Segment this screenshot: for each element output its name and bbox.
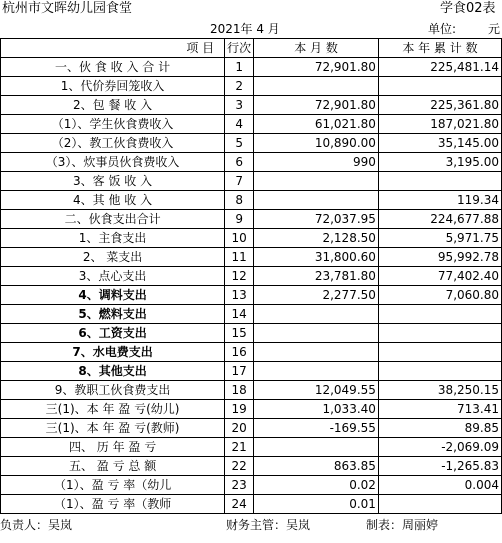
row-month (254, 438, 379, 457)
row-month: 61,021.80 (254, 115, 379, 134)
row-year: 187,021.80 (378, 115, 501, 134)
table-row (1, 96, 502, 115)
row-item: 2、 菜支出 (1, 248, 225, 267)
row-seq: 11 (225, 248, 254, 267)
table-row (1, 381, 502, 400)
row-year (378, 362, 501, 381)
row-item: 一、伙 食 收 入 合 计 (1, 58, 225, 77)
row-year (378, 172, 501, 191)
row-year: 225,361.80 (378, 96, 501, 115)
table-row (1, 457, 502, 476)
row-year: 713.41 (378, 400, 501, 419)
table-row (1, 77, 502, 96)
row-item: 5、燃料支出 (1, 305, 225, 324)
row-item: 1、主食支出 (1, 229, 225, 248)
row-year: 5,971.75 (378, 229, 501, 248)
row-item: 8、其他支出 (1, 362, 225, 381)
table-row (1, 495, 502, 514)
table-row (1, 115, 502, 134)
row-seq: 14 (225, 305, 254, 324)
table-row (1, 419, 502, 438)
table-row (1, 362, 502, 381)
header-year: 本 年 累 计 数 (378, 39, 501, 58)
row-year: 0.004 (378, 476, 501, 495)
row-item: 6、工资支出 (1, 324, 225, 343)
row-month: 23,781.80 (254, 267, 379, 286)
table-row (1, 153, 502, 172)
row-item: （1）、盈 亏 率（教师 (1, 495, 225, 514)
row-seq: 2 (225, 77, 254, 96)
row-year: 3,195.00 (378, 153, 501, 172)
table-row (1, 229, 502, 248)
row-seq: 10 (225, 229, 254, 248)
row-month (254, 362, 379, 381)
row-seq: 5 (225, 134, 254, 153)
row-month (254, 191, 379, 210)
row-seq: 17 (225, 362, 254, 381)
row-month (254, 172, 379, 191)
row-item: 2、包 餐 收 入 (1, 96, 225, 115)
row-item: 9、教职工伙食费支出 (1, 381, 225, 400)
row-item: 三(1)、本 年 盈 亏(幼儿) (1, 400, 225, 419)
table-row (1, 343, 502, 362)
row-year (378, 324, 501, 343)
table-row (1, 286, 502, 305)
table-row (1, 58, 502, 77)
row-year: 77,402.40 (378, 267, 501, 286)
row-item: 五、 盈 亏 总 额 (1, 457, 225, 476)
row-month: 0.02 (254, 476, 379, 495)
row-seq: 24 (225, 495, 254, 514)
row-year: 38,250.15 (378, 381, 501, 400)
row-seq: 20 (225, 419, 254, 438)
row-year: 7,060.80 (378, 286, 501, 305)
row-month (254, 324, 379, 343)
header-month: 本 月 数 (254, 39, 379, 58)
row-month: 72,037.95 (254, 210, 379, 229)
table-header-row (1, 39, 502, 58)
table-row (1, 324, 502, 343)
header-item: 项 目 (1, 39, 225, 58)
row-month: 2,128.50 (254, 229, 379, 248)
report-title: 杭州市文晖幼儿园食堂 (2, 1, 133, 16)
row-month: 12,049.55 (254, 381, 379, 400)
table-row (1, 134, 502, 153)
row-item: （2）、教工伙食费收入 (1, 134, 225, 153)
row-seq: 12 (225, 267, 254, 286)
row-month: 72,901.80 (254, 58, 379, 77)
table-row (1, 438, 502, 457)
row-year: 89.85 (378, 419, 501, 438)
row-year: 224,677.88 (378, 210, 501, 229)
row-year (378, 305, 501, 324)
row-month: -169.55 (254, 419, 379, 438)
table-row (1, 172, 502, 191)
table-row (1, 210, 502, 229)
row-seq: 4 (225, 115, 254, 134)
row-item: （1）、学生伙食费收入 (1, 115, 225, 134)
row-item: 4、调料支出 (1, 286, 225, 305)
row-month: 1,033.40 (254, 400, 379, 419)
row-seq: 19 (225, 400, 254, 419)
row-seq: 16 (225, 343, 254, 362)
row-year (378, 77, 501, 96)
row-year: 35,145.00 (378, 134, 501, 153)
row-month: 72,901.80 (254, 96, 379, 115)
row-item: 4、其 他 收 入 (1, 191, 225, 210)
table-row (1, 476, 502, 495)
row-seq: 9 (225, 210, 254, 229)
footer-finance: 财务主管：吴岚 (226, 518, 311, 532)
table-row (1, 400, 502, 419)
report-date: 2021年 4 月 (210, 22, 280, 36)
row-year: 225,481.14 (378, 58, 501, 77)
footer-manager: 负责人：吴岚 (0, 518, 73, 532)
report-table (0, 38, 502, 514)
row-year: -1,265.83 (378, 457, 501, 476)
row-month: 990 (254, 153, 379, 172)
footer-preparer: 制表：周丽婷 (366, 518, 439, 532)
row-year: 119.34 (378, 191, 501, 210)
row-item: 7、水电费支出 (1, 343, 225, 362)
header-seq: 行次 (225, 39, 254, 58)
table-row (1, 191, 502, 210)
row-seq: 1 (225, 58, 254, 77)
row-seq: 22 (225, 457, 254, 476)
table-row (1, 248, 502, 267)
row-item: 3、点心支出 (1, 267, 225, 286)
unit-label: 单位: (428, 22, 457, 36)
row-seq: 21 (225, 438, 254, 457)
row-month (254, 77, 379, 96)
row-item: 四、 历 年 盈 亏 (1, 438, 225, 457)
row-seq: 23 (225, 476, 254, 495)
row-seq: 3 (225, 96, 254, 115)
row-seq: 8 (225, 191, 254, 210)
row-year: 95,992.78 (378, 248, 501, 267)
row-item: 1、代价券回笼收入 (1, 77, 225, 96)
row-item: 3、客 饭 收 入 (1, 172, 225, 191)
row-seq: 18 (225, 381, 254, 400)
row-month (254, 343, 379, 362)
row-item: （1）、盈 亏 率（幼儿 (1, 476, 225, 495)
row-seq: 6 (225, 153, 254, 172)
form-code: 学食02表 (440, 1, 496, 16)
table-row (1, 305, 502, 324)
row-seq: 7 (225, 172, 254, 191)
row-year (378, 495, 501, 514)
row-month (254, 305, 379, 324)
row-month: 0.01 (254, 495, 379, 514)
row-item: 三(1)、本 年 盈 亏(教师) (1, 419, 225, 438)
row-item: 二、伙食支出合计 (1, 210, 225, 229)
row-item: （3）、炊事员伙食费收入 (1, 153, 225, 172)
row-month: 863.85 (254, 457, 379, 476)
row-month: 10,890.00 (254, 134, 379, 153)
row-seq: 15 (225, 324, 254, 343)
unit-value: 元 (488, 22, 501, 36)
row-month: 31,800.60 (254, 248, 379, 267)
table-row (1, 267, 502, 286)
row-seq: 13 (225, 286, 254, 305)
row-month: 2,277.50 (254, 286, 379, 305)
row-year (378, 343, 501, 362)
row-year: -2,069.09 (378, 438, 501, 457)
